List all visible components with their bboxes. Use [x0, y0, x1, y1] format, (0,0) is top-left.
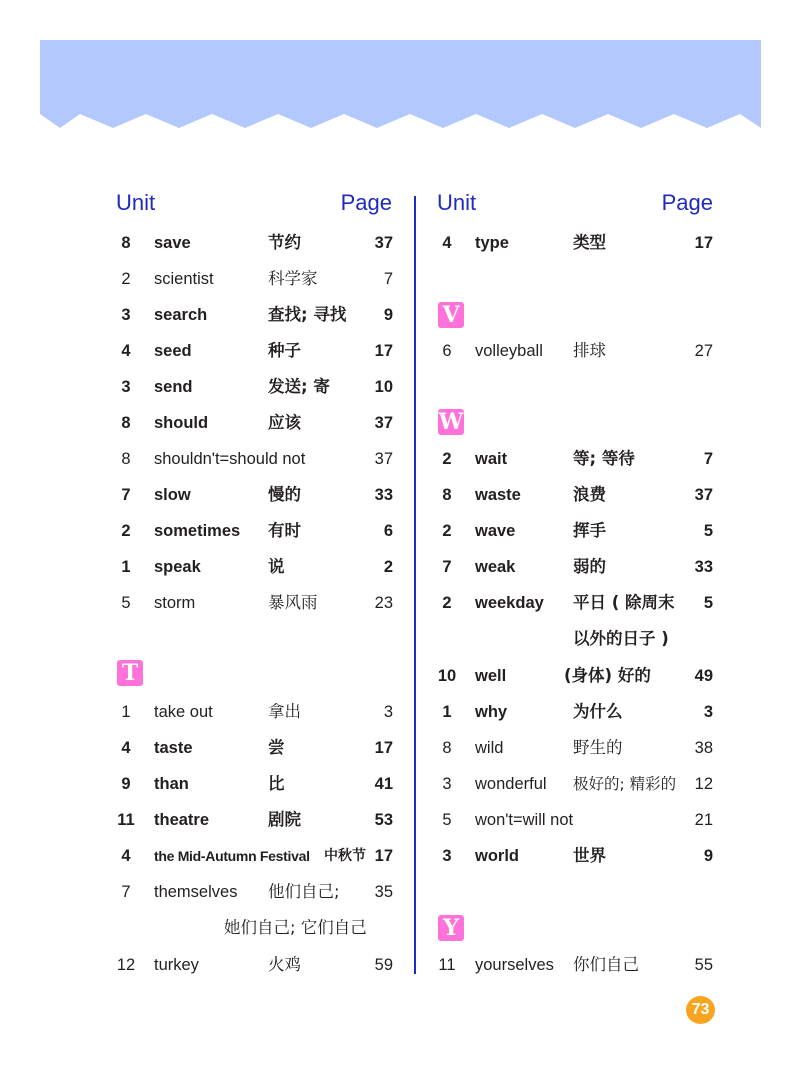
word: search: [154, 306, 208, 324]
meaning: 中秋节: [324, 848, 366, 864]
meaning: 排球: [573, 341, 606, 360]
unit-number: 10: [437, 667, 457, 685]
unit-number: 11: [438, 956, 456, 974]
vocab-row: [0, 880, 800, 904]
word: wonderful: [475, 775, 547, 793]
page-number: 49: [694, 667, 713, 685]
vocab-row: [0, 700, 800, 724]
meaning: 野生的: [573, 738, 623, 757]
meaning: 应该: [268, 413, 301, 432]
page-number: 17: [374, 342, 393, 360]
word: wild: [475, 739, 504, 757]
unit-number: 3: [442, 775, 452, 793]
unit-heading: Unit: [437, 190, 477, 215]
vocab-row: [0, 808, 800, 832]
page-number: 37: [374, 414, 393, 432]
unit-number: 2: [442, 594, 452, 612]
word: save: [154, 234, 191, 252]
word: wait: [475, 450, 508, 468]
unit-number: 7: [121, 486, 131, 504]
page-number: 33: [374, 486, 393, 504]
meaning-continuation: 以外的日子 ): [573, 629, 669, 648]
page-number: 10: [374, 378, 393, 396]
unit-number: 1: [121, 703, 131, 721]
vocab-row: [0, 519, 800, 543]
vocab-row: [0, 447, 800, 471]
page-number: 12: [694, 775, 713, 793]
page-number: 38: [694, 739, 713, 757]
vocab-row: [0, 375, 800, 399]
meaning: 弱的: [573, 557, 606, 576]
page-number: 17: [374, 847, 393, 865]
unit-number: 8: [121, 450, 131, 468]
word: wave: [475, 522, 516, 540]
vocab-row: [0, 591, 800, 615]
left-column-header: [116, 190, 392, 220]
page-number: 55: [694, 956, 713, 974]
word: than: [154, 775, 189, 793]
unit-number: 1: [442, 703, 452, 721]
page-number: 7: [383, 270, 393, 288]
unit-number: 6: [442, 342, 452, 360]
meaning: 说: [268, 557, 285, 576]
word: themselves: [154, 883, 238, 901]
unit-number: 11: [117, 811, 135, 829]
meaning: 挥手: [573, 521, 606, 540]
unit-number: 8: [442, 739, 452, 757]
unit-number: 9: [121, 775, 131, 793]
meaning: 暴风雨: [268, 593, 318, 612]
unit-number: 12: [116, 956, 136, 974]
unit-number: 4: [442, 234, 452, 252]
meaning: 科学家: [268, 269, 318, 288]
word: the Mid-Autumn Festival: [154, 848, 310, 864]
word: waste: [475, 486, 521, 504]
unit-number: 8: [121, 414, 131, 432]
meaning: 种子: [268, 341, 301, 360]
page-number: 33: [694, 558, 713, 576]
meaning: 极好的; 精彩的: [573, 775, 677, 793]
word: scientist: [154, 270, 214, 288]
unit-heading: Unit: [116, 190, 156, 215]
page-number: 37: [374, 450, 393, 468]
vocab-row: [0, 844, 800, 868]
page-number: 5: [703, 522, 713, 540]
word: taste: [154, 739, 193, 757]
word: take out: [154, 703, 213, 721]
unit-number: 4: [121, 847, 131, 865]
word: weekday: [475, 594, 544, 612]
unit-number: 7: [442, 558, 452, 576]
page-number: 59: [374, 956, 393, 974]
unit-number: 2: [121, 522, 131, 540]
page-number: 21: [694, 811, 713, 829]
vocab-row: [0, 555, 800, 579]
word: theatre: [154, 811, 210, 829]
word: yourselves: [475, 956, 554, 974]
page-number: 37: [374, 234, 393, 252]
unit-number: 4: [121, 342, 131, 360]
page-number: 2: [383, 558, 393, 576]
word: seed: [154, 342, 192, 360]
word: send: [154, 378, 193, 396]
word: storm: [154, 594, 196, 612]
meaning: 浪费: [573, 485, 606, 504]
meaning: 为什么: [573, 702, 623, 721]
meaning: 拿出: [268, 702, 301, 721]
unit-number: 4: [121, 739, 131, 757]
vocab-row: [0, 267, 800, 291]
word: speak: [154, 558, 201, 576]
meaning: 类型: [573, 233, 606, 252]
word: volleyball: [475, 342, 543, 360]
page-number: 17: [374, 739, 393, 757]
letter-y-badge: Y: [438, 915, 464, 941]
page-number: 6: [383, 522, 393, 540]
page-number: 53: [374, 811, 393, 829]
header-banner: [40, 40, 761, 132]
word: should: [154, 414, 209, 432]
vocab-row: [0, 411, 800, 435]
page-number: 9: [703, 847, 713, 865]
meaning: 世界: [573, 846, 606, 865]
page-number: 5: [703, 594, 713, 612]
word: why: [475, 703, 508, 721]
meaning: 剧院: [268, 810, 301, 829]
vocab-row: [0, 772, 800, 796]
meaning: 等; 等待: [573, 449, 635, 468]
letter-t-badge: T: [117, 660, 143, 686]
page-number: 7: [703, 450, 713, 468]
page-number: 3: [703, 703, 713, 721]
vocab-row: [0, 303, 800, 327]
unit-number: 3: [121, 378, 131, 396]
right-column-header: [437, 190, 713, 220]
word: slow: [154, 486, 191, 504]
page-number: 3: [383, 703, 393, 721]
page-heading: Page: [661, 190, 713, 215]
word: sometimes: [154, 522, 241, 540]
unit-number: 5: [442, 811, 452, 829]
page-number: 35: [374, 883, 393, 901]
page-number: 23: [374, 594, 393, 612]
word: won't=will not: [475, 811, 574, 829]
meaning: 节约: [268, 233, 301, 252]
unit-number: 2: [442, 522, 452, 540]
unit-number: 3: [121, 306, 131, 324]
meaning: 他们自己;: [268, 882, 340, 901]
word: turkey: [154, 956, 199, 974]
word: shouldn't=should not: [154, 450, 306, 468]
meaning: (身体) 好的: [564, 666, 651, 685]
meaning: 慢的: [268, 485, 301, 504]
page-number-badge: 73: [686, 996, 715, 1024]
letter-w-badge: W: [438, 409, 464, 435]
meaning: 有时: [268, 521, 301, 540]
unit-number: 8: [442, 486, 452, 504]
unit-number: 2: [442, 450, 452, 468]
vocab-row: [0, 339, 800, 363]
page-number: 41: [374, 775, 393, 793]
word: type: [475, 234, 509, 252]
meaning: 尝: [268, 738, 285, 757]
meaning: 你们自己: [573, 955, 639, 974]
meaning: 查找; 寻找: [268, 305, 347, 324]
meaning: 平日 ( 除周末: [573, 593, 675, 612]
letter-v-badge: V: [438, 302, 464, 328]
vocab-row: [0, 483, 800, 507]
page-number: 17: [694, 234, 713, 252]
page-number: 37: [694, 486, 713, 504]
unit-number: 8: [121, 234, 131, 252]
vocab-row: [0, 953, 800, 977]
page-number: 27: [694, 342, 713, 360]
vocab-row: [0, 231, 800, 255]
unit-number: 5: [121, 594, 131, 612]
meaning: 比: [268, 774, 285, 793]
vocab-row: [0, 664, 800, 688]
page-heading: Page: [340, 190, 392, 215]
vocab-row: [0, 736, 800, 760]
page-number: 9: [383, 306, 393, 324]
word: world: [475, 847, 519, 865]
unit-number: 1: [121, 558, 131, 576]
unit-number: 2: [121, 270, 131, 288]
unit-number: 3: [442, 847, 452, 865]
word: well: [475, 667, 507, 685]
meaning-continuation: 她们自己; 它们自己: [224, 918, 367, 937]
meaning: 火鸡: [268, 955, 301, 974]
unit-number: 7: [121, 883, 131, 901]
word: weak: [475, 558, 516, 576]
meaning: 发送; 寄: [268, 377, 330, 396]
